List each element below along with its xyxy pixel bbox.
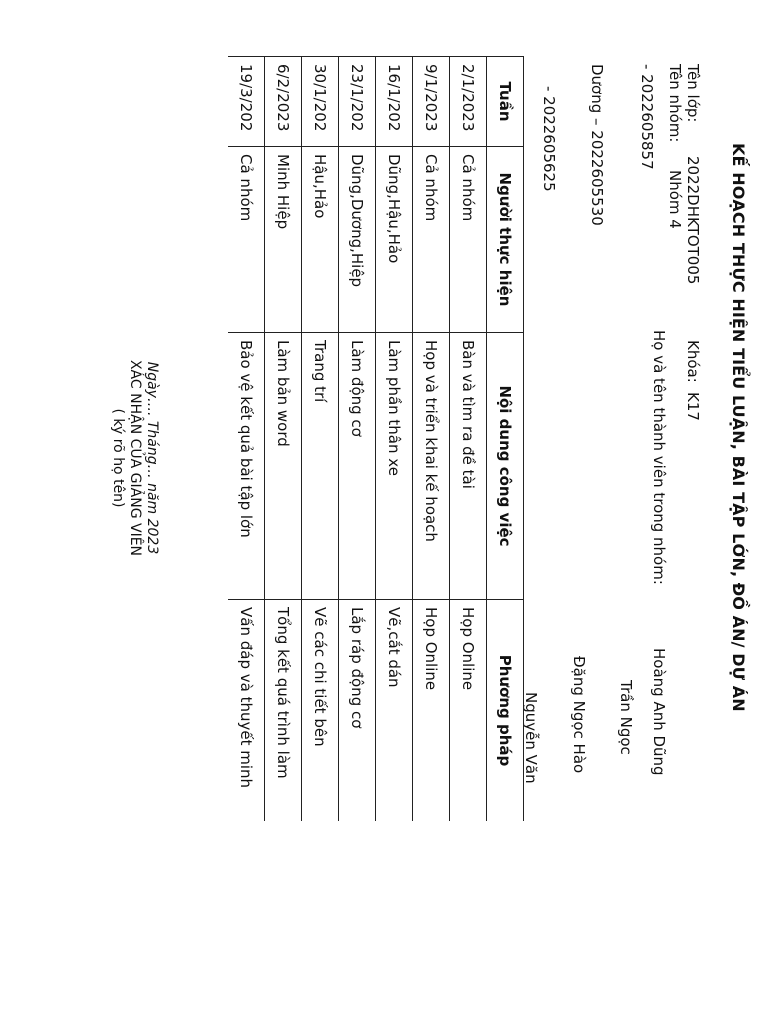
member-2-id: Dương – 2022605530 [588,64,606,226]
cell-method: Lắp ráp động cơ [339,600,376,822]
group-value: Nhóm 4 [666,170,684,229]
table-row [228,57,265,822]
cell-method: Họp Online [413,600,450,822]
table-row [339,57,376,822]
member-1-name: Hoàng Anh Dũng [650,648,668,776]
cell-content: Làm động cơ [339,333,376,600]
table-row [265,57,302,822]
cell-week: 16/1/202 [376,57,413,147]
header-person: Người thực hiện [487,147,524,333]
cell-content: Làm phần thân xe [376,333,413,600]
sign-line: ( ký rõ họ tên) [110,408,126,508]
class-label: Tên lớp: [684,64,702,123]
cell-person: Cả nhóm [450,147,487,333]
cell-person: Dũng,Hậu,Hảo [376,147,413,333]
table-header-row [487,57,524,822]
cell-method: Vẽ,cắt dán [376,600,413,822]
cell-content: Họp và triển khai kế hoạch [413,333,450,600]
cell-week: 9/1/2023 [413,57,450,147]
cell-week: 6/2/2023 [265,57,302,147]
table-row [450,57,487,822]
cell-week: 23/1/202 [339,57,376,147]
header-content: Nội dung công việc [487,333,524,600]
member-3-name: Đặng Ngọc Hào [570,656,588,774]
member-1-id: - 2022605857 [638,64,656,170]
signature-block [109,323,160,593]
cell-content: Bàn và tìm ra đề tài [450,333,487,600]
table-row [376,57,413,822]
cell-person: Hậu,Hảo [302,147,339,333]
member-2-name: Trần Ngọc [617,680,635,755]
document-title: KẾ HOẠCH THỰC HIỆN TIỂU LUẬN, BÀI TẬP LỚN, ĐỒ ÁN/ DỰ ÁN [729,143,748,712]
cell-method: Vấn đáp và thuyết minh [228,600,265,822]
cell-person: Cả nhóm [413,147,450,333]
table-row [413,57,450,822]
course-label: Khóa: [684,340,702,383]
cell-week: 2/1/2023 [450,57,487,147]
cell-method: Họp Online [450,600,487,822]
members-label: Họ và tên thành viên trong nhóm: [650,330,668,585]
header-method: Phương pháp [487,600,524,822]
header-week: Tuần [487,57,524,147]
cell-week: 19/3/202 [228,57,265,147]
member-4-name-partial: Nguyễn Văn [522,692,540,784]
group-label: Tên nhóm: [666,64,684,143]
cell-content: Làm bản word [265,333,302,600]
class-value: 2022DHKTOT005 [684,156,702,285]
cell-person: Minh Hiệp [265,147,302,333]
cell-content: Bảo vệ kết quả bài tập lớn [228,333,265,600]
plan-table [228,56,524,821]
member-3-id: - 2022605625 [540,86,558,192]
cell-person: Dũng,Dương,Hiệp [339,147,376,333]
cell-content: Trang trí [302,333,339,600]
table-row [302,57,339,822]
cell-method: Tổng kết quá trình làm [265,600,302,822]
cell-method: Vẽ các chi tiết bên [302,600,339,822]
cell-person: Cả nhóm [228,147,265,333]
confirm-line: XÁC NHẬN CỦA GIẢNG VIÊN [127,359,143,557]
cell-week: 30/1/202 [302,57,339,147]
date-line: Ngày…. Tháng… năm 2023 [144,361,160,555]
course-value: K17 [684,392,702,421]
